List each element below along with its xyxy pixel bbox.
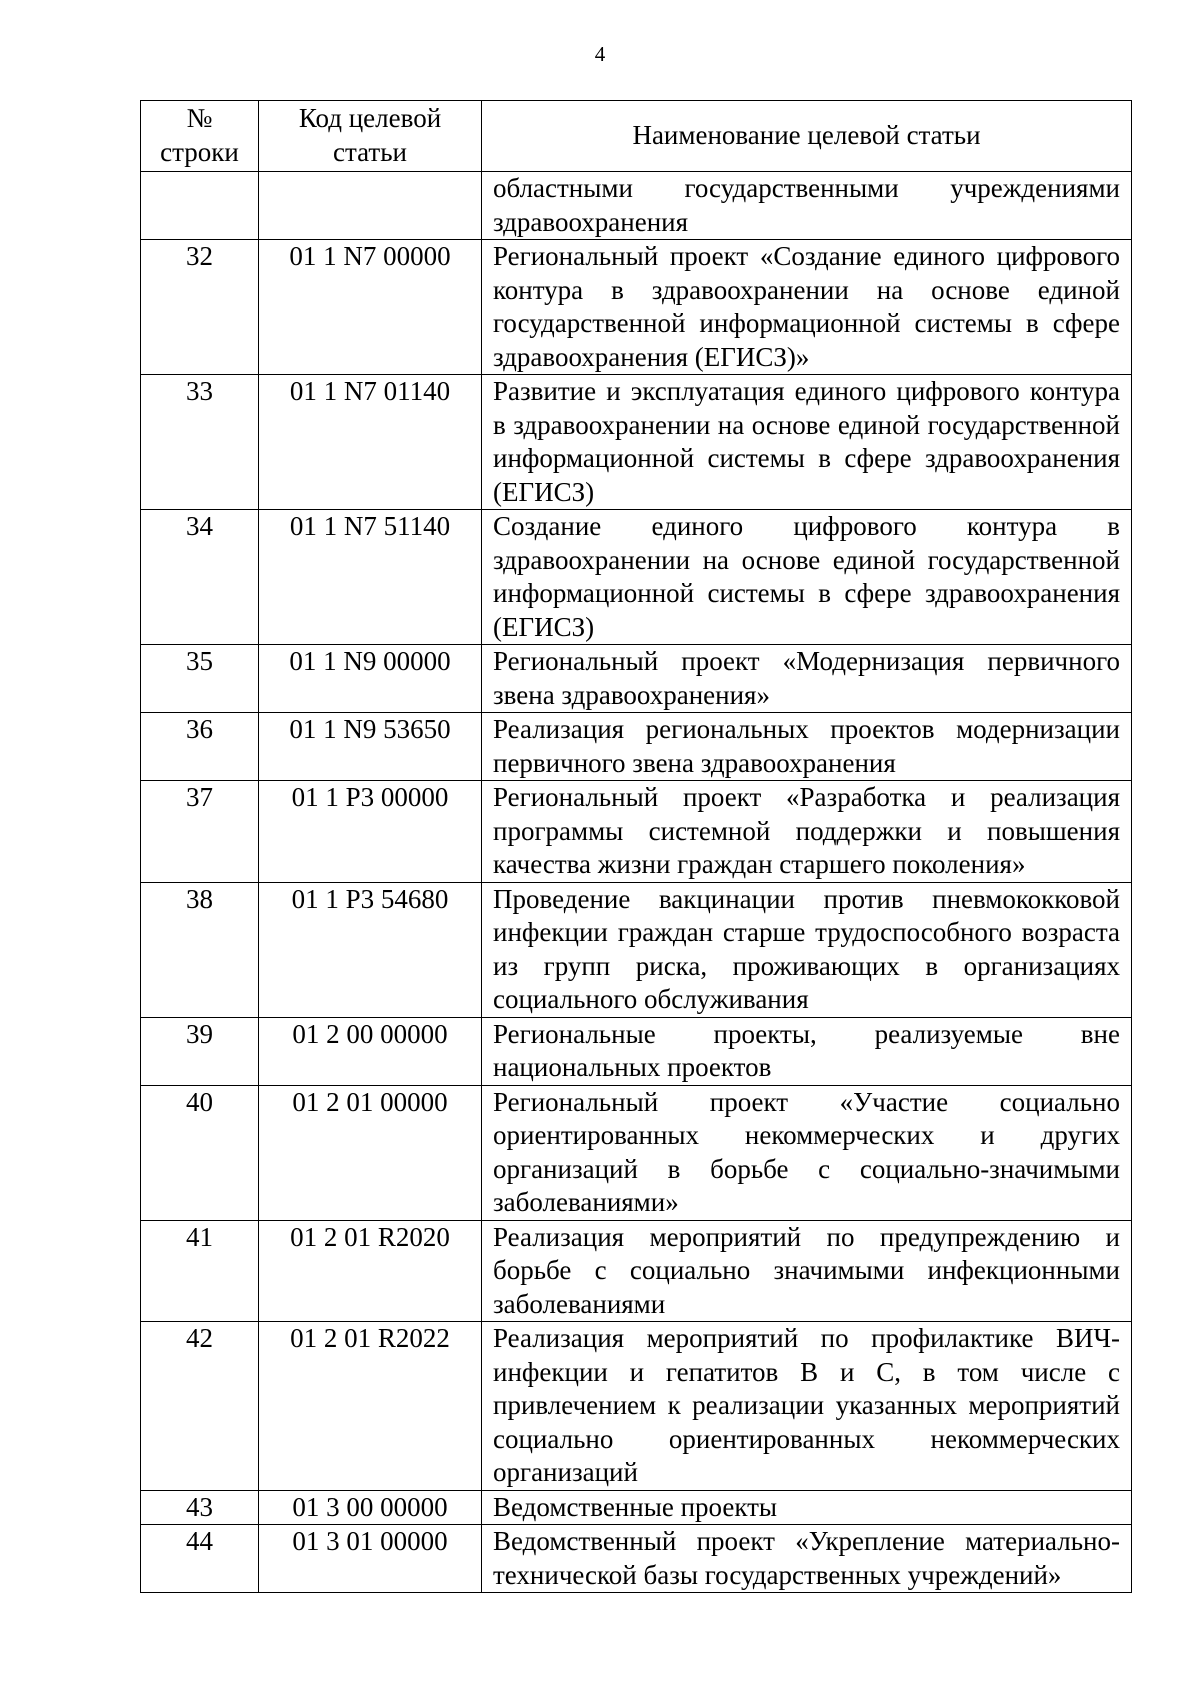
header-row-number-line1: № <box>186 103 213 133</box>
article-code-cell: 01 2 01 R2022 <box>259 1322 482 1491</box>
row-number-cell: 34 <box>141 510 259 645</box>
article-name-cell: Проведение вакцинации против пневмококковой инфекции граждан старше трудоспособного возраста из групп риска, проживающих в организациях социального обслуживания <box>482 882 1132 1017</box>
row-number-cell: 37 <box>141 781 259 883</box>
row-number-cell: 44 <box>141 1525 259 1593</box>
row-number-cell: 38 <box>141 882 259 1017</box>
header-row-number-line2: строки <box>160 136 239 167</box>
header-article-code-line2: статьи <box>333 136 407 167</box>
row-number-cell <box>141 172 259 240</box>
header-row-number <box>141 101 259 172</box>
article-name-cell: Реализация мероприятий по профилактике ВИЧ-инфекции и гепатитов В и С, в том числе с привлечением к реализации указанных мероприятий социально ориентированных некоммерческих организаций <box>482 1322 1132 1491</box>
article-code-cell: 01 2 01 R2020 <box>259 1220 482 1322</box>
article-name-cell: Региональный проект «Создание единого цифрового контура в здравоохранении на основе единой государственной информационной системы в сфере здравоохранения (ЕГИСЗ)» <box>482 240 1132 375</box>
article-code-cell: 01 3 01 00000 <box>259 1525 482 1593</box>
row-number-cell: 33 <box>141 375 259 510</box>
article-name-cell: Региональный проект «Разработка и реализация программы системной поддержки и повышения качества жизни граждан старшего поколения» <box>482 781 1132 883</box>
article-name-cell: Реализация мероприятий по предупреждению и борьбе с социально значимыми инфекционными заболеваниями <box>482 1220 1132 1322</box>
table-row <box>141 1322 1132 1491</box>
article-code-cell: 01 1 P3 54680 <box>259 882 482 1017</box>
row-number-cell: 41 <box>141 1220 259 1322</box>
article-name-cell: Региональный проект «Модернизация первичного звена здравоохранения» <box>482 645 1132 713</box>
table-row <box>141 1525 1132 1593</box>
article-code-cell: 01 1 N9 53650 <box>259 713 482 781</box>
row-number-cell: 35 <box>141 645 259 713</box>
target-articles-table <box>140 100 1132 1593</box>
table-row <box>141 1085 1132 1220</box>
article-name-cell: Ведомственный проект «Укрепление материально-технической базы государственных учреждений» <box>482 1525 1132 1593</box>
article-code-cell: 01 1 N7 01140 <box>259 375 482 510</box>
header-article-name: Наименование целевой статьи <box>482 101 1132 172</box>
article-name-cell: Развитие и эксплуатация единого цифрового контура в здравоохранении на основе единой государственной информационной системы в сфере здравоохранения (ЕГИСЗ) <box>482 375 1132 510</box>
article-name-cell: Ведомственные проекты <box>482 1490 1132 1525</box>
header-article-code-line1: Код целевой <box>298 103 442 133</box>
row-number-cell: 32 <box>141 240 259 375</box>
article-code-cell: 01 1 N9 00000 <box>259 645 482 713</box>
page-number: 4 <box>594 42 606 66</box>
row-number-cell: 43 <box>141 1490 259 1525</box>
article-code-cell: 01 3 00 00000 <box>259 1490 482 1525</box>
article-code-cell: 01 1 N7 51140 <box>259 510 482 645</box>
table-row <box>141 1490 1132 1525</box>
row-number-cell: 42 <box>141 1322 259 1491</box>
article-name-cell: Создание единого цифрового контура в здравоохранении на основе единой государственной информационной системы в сфере здравоохранения (ЕГИСЗ) <box>482 510 1132 645</box>
article-name-cell: Региональные проекты, реализуемые вне национальных проектов <box>482 1017 1132 1085</box>
header-article-code <box>259 101 482 172</box>
article-code-cell: 01 2 00 00000 <box>259 1017 482 1085</box>
table-row <box>141 882 1132 1017</box>
table-row <box>141 1017 1132 1085</box>
article-name-cell: Реализация региональных проектов модернизации первичного звена здравоохранения <box>482 713 1132 781</box>
table-row <box>141 645 1132 713</box>
table-row <box>141 781 1132 883</box>
row-number-cell: 36 <box>141 713 259 781</box>
article-name-cell: Региональный проект «Участие социально ориентированных некоммерческих и других организаций в борьбе с социально-значимыми заболеваниями» <box>482 1085 1132 1220</box>
row-number-cell: 39 <box>141 1017 259 1085</box>
table-row <box>141 1220 1132 1322</box>
table-row <box>141 240 1132 375</box>
row-number-cell: 40 <box>141 1085 259 1220</box>
article-code-cell: 01 2 01 00000 <box>259 1085 482 1220</box>
table-row <box>141 172 1132 240</box>
article-code-cell: 01 1 P3 00000 <box>259 781 482 883</box>
article-code-cell: 01 1 N7 00000 <box>259 240 482 375</box>
table-row <box>141 713 1132 781</box>
article-code-cell <box>259 172 482 240</box>
table-row <box>141 375 1132 510</box>
table-row <box>141 510 1132 645</box>
table-header-row <box>141 101 1132 172</box>
article-name-cell: областными государственными учреждениями здравоохранения <box>482 172 1132 240</box>
